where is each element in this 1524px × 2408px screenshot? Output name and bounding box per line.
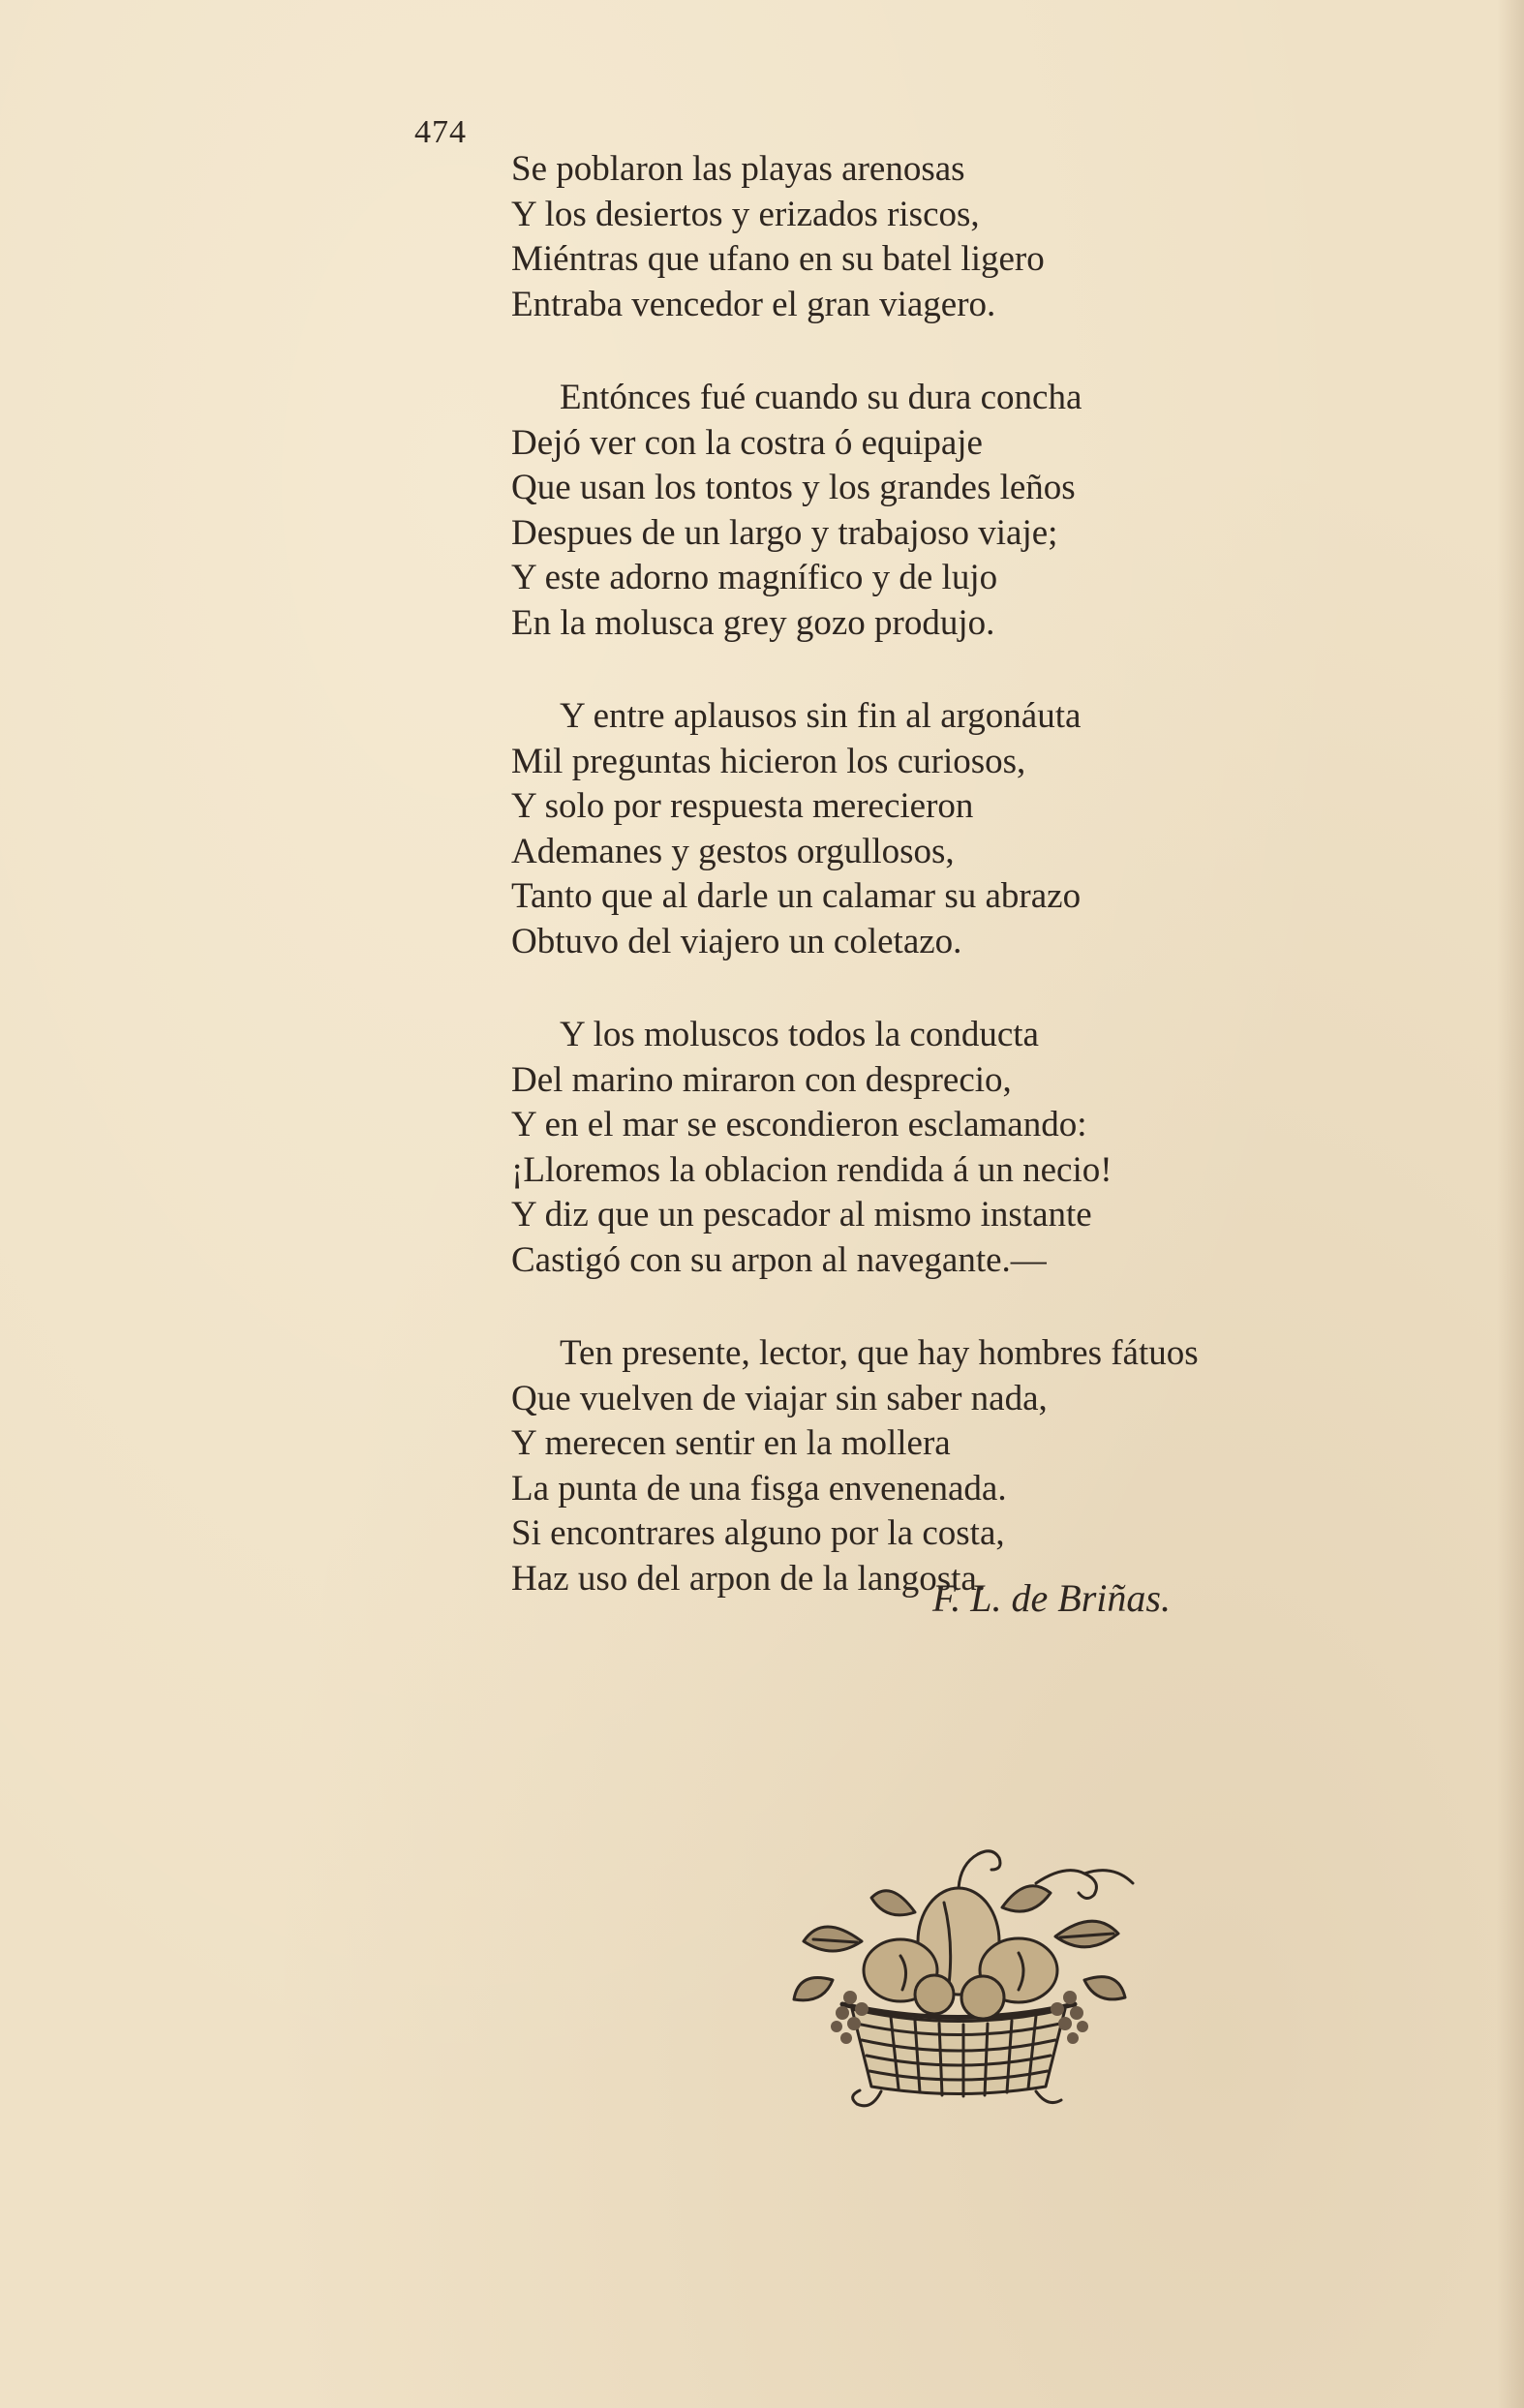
poem-line: ¡Lloremos la oblacion rendida á un necio!	[511, 1149, 1113, 1190]
poem-line: Mil preguntas hicieron los curiosos,	[511, 741, 1026, 781]
stanza-5	[511, 1331, 1383, 1601]
poem-line: Castigó con su arpon al navegante.—	[511, 1239, 1047, 1280]
poem-line: Y este adorno magnífico y de lujo	[511, 558, 998, 597]
poem-line: Que vuelven de viajar sin saber nada,	[511, 1378, 1048, 1418]
poem-line: En la molusca grey gozo produjo.	[511, 602, 995, 643]
poem-line: Ademanes y gestos orgullosos,	[511, 831, 955, 871]
poem-line: Y los moluscos todos la conducta	[560, 1015, 1039, 1054]
poem-line: Y los desiertos y erizados riscos,	[511, 194, 980, 234]
poem-line: Si encontrares alguno por la costa,	[511, 1513, 1005, 1553]
stanza-3	[511, 694, 1383, 964]
poem-line: Y merecen sentir en la mollera	[511, 1423, 951, 1463]
poem-line: La punta de una fisga envenenada.	[511, 1468, 1007, 1509]
poem-line: Entónces fué cuando su dura concha	[560, 378, 1082, 417]
poem-line: Entraba vencedor el gran viagero.	[511, 284, 996, 324]
poem-line: Del marino miraron con desprecio,	[511, 1059, 1012, 1100]
author-signature: F. L. de Briñas.	[932, 1576, 1171, 1620]
poem-line: Y diz que un pescador al mismo instante	[511, 1195, 1092, 1234]
poem-line: Ten presente, lector, que hay hombres fátuos	[560, 1333, 1199, 1373]
poem-line: Y solo por respuesta merecieron	[511, 786, 974, 826]
stanza-2	[511, 376, 1383, 646]
poem-line: Que usan los tontos y los grandes leños	[511, 468, 1076, 507]
poem-line: Haz uso del arpon de la langosta.	[511, 1558, 987, 1599]
poem	[511, 147, 1383, 1650]
stanza-1	[511, 147, 1383, 327]
poem-line: Tanto que al darle un calamar su abrazo	[511, 876, 1082, 916]
page-edge-shadow	[1497, 0, 1524, 2408]
poem-line: Obtuvo del viajero un coletazo.	[511, 921, 962, 961]
poem-line: Se poblaron las playas arenosas	[511, 149, 965, 189]
stanza-4	[511, 1013, 1383, 1283]
poem-line: Y entre aplausos sin fin al argonáuta	[560, 696, 1082, 736]
poem-line: Miéntras que ufano en su batel ligero	[511, 239, 1045, 279]
page-number: 474	[414, 114, 467, 150]
fruit-basket-icon	[746, 1825, 1172, 2116]
poem-line: Despues de un largo y trabajoso viaje;	[511, 512, 1058, 553]
poem-line: Dejó ver con la costra ó equipaje	[511, 422, 983, 463]
poem-line: Y en el mar se escondieron esclamando:	[511, 1105, 1087, 1144]
